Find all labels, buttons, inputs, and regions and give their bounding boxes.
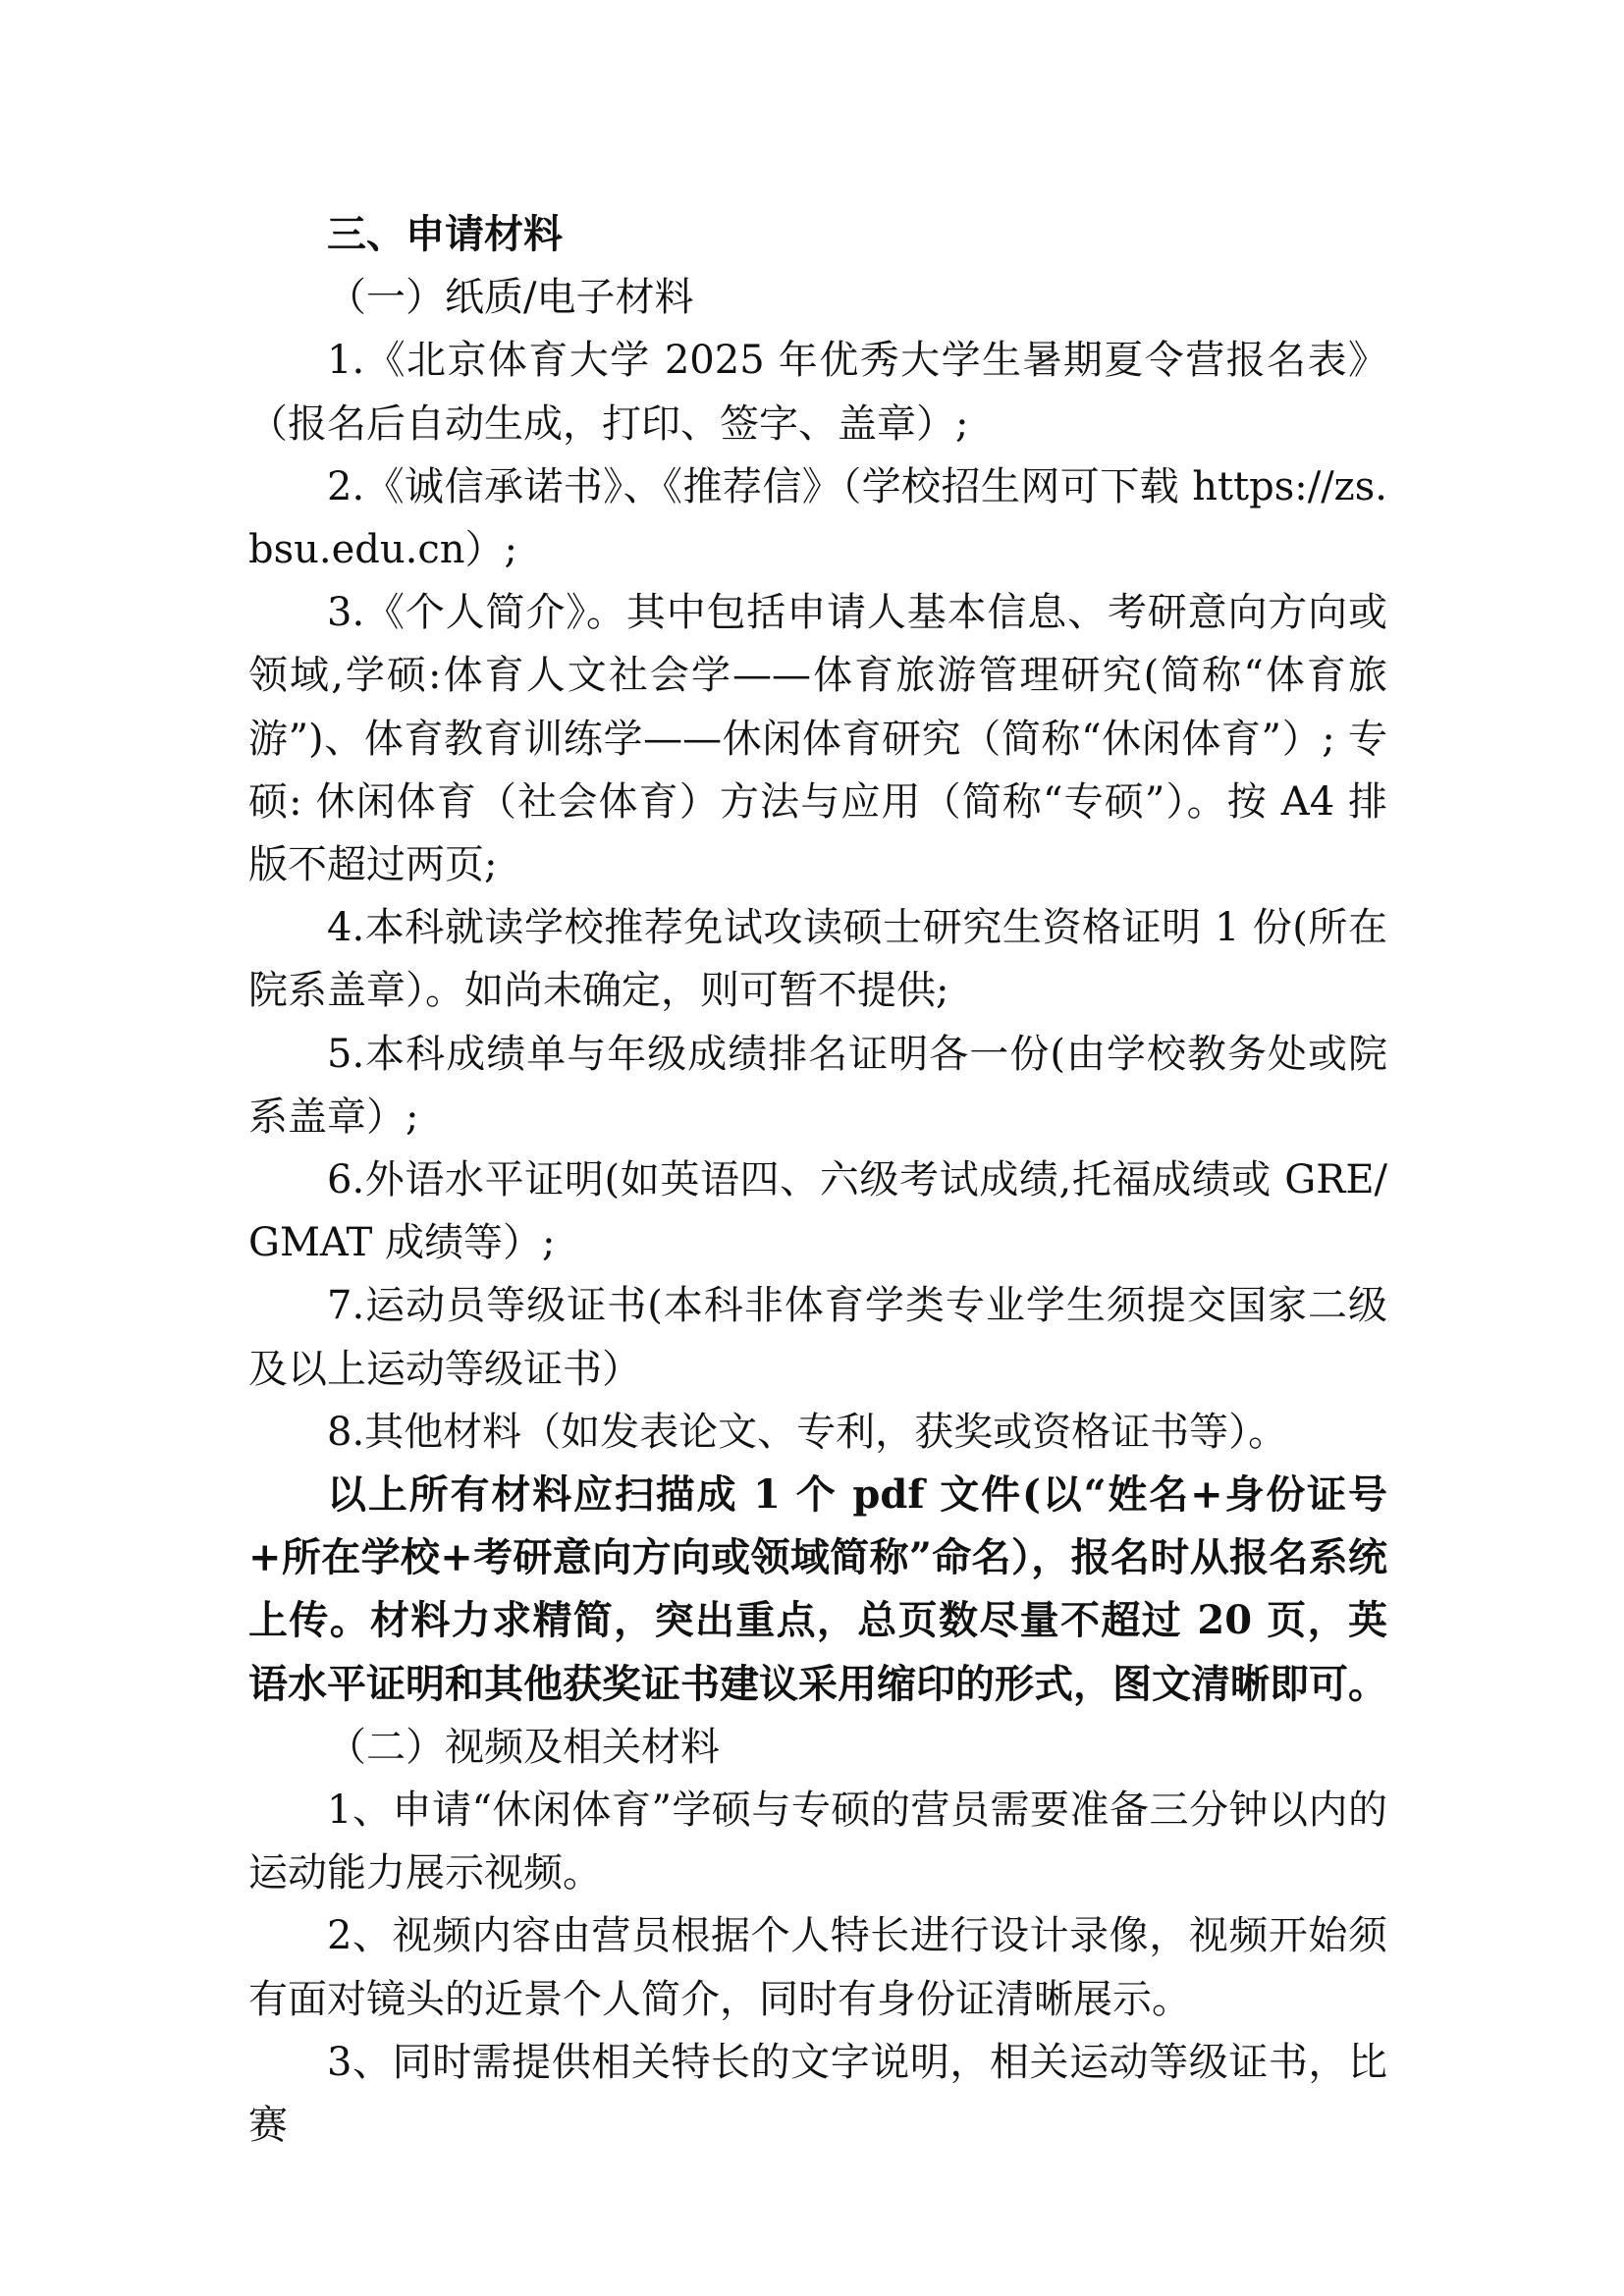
list-item-text-description: 3、同时需提供相关特长的文字说明，相关运动等级证书，比赛 [248, 2039, 1387, 2149]
list-item-application-form: 1.《北京体育大学 2025 年优秀大学生暑期夏令营报名表》（报名后自动生成，打印、签字、盖章）; [248, 338, 1387, 447]
list-item-video-content: 2、视频内容由营员根据个人特长进行设计录像，视频开始须有面对镜头的近景个人简介，同时有身份证清晰展示。 [248, 1913, 1387, 2022]
subsection-heading-video-materials: （二）视频及相关材料 [327, 1724, 720, 1770]
bold-note-upload-instructions: 以上所有材料应扫描成 1 个 pdf 文件(以“姓名+身份证号+所在学校+考研意向方向或领域简称”命名），报名时从报名系统上传。材料力求精简，突出重点，总页数尽量不超过 20 页，英语水平证明和其他获奖证书建议采用缩印的形式，图文清晰即可。 [248, 1471, 1387, 1707]
list-item-recommendation-proof: 4.本科就读学校推荐免试攻读硕士研究生资格证明 1 份(所在院系盖章）。如尚未确定，则可暂不提供; [248, 905, 1387, 1014]
list-item-language-proof: 6.外语水平证明(如英语四、六级考试成绩,托福成绩或 GRE/GMAT 成绩等）; [248, 1157, 1387, 1266]
list-item-personal-profile: 3.《个人简介》。其中包括申请人基本信息、考研意向方向或领域,学硕:体育人文社会学——体育旅游管理研究(简称“体育旅游”)、体育教育训练学——休闲体育研究（简称“休闲体育”）; 专硕: 休闲体育（社会体育）方法与应用（简称“专硕”）。按 A4 排版不超过两页; [248, 590, 1387, 888]
list-item-video-requirement: 1、申请“休闲体育”学硕与专硕的营员需要准备三分钟以内的运动能力展示视频。 [248, 1788, 1387, 1896]
list-item-integrity-letter: 2.《诚信承诺书》、《推荐信》（学校招生网可下载 https://zs.bsu.edu.cn）; [248, 463, 1387, 573]
section-heading: 三、申请材料 [327, 212, 563, 257]
list-item-athlete-certificate: 7.运动员等级证书(本科非体育学类专业学生须提交国家二级及以上运动等级证书） [248, 1283, 1387, 1392]
list-item-other-materials: 8.其他材料（如发表论文、专利，获奖或资格证书等）。 [327, 1409, 1288, 1455]
list-item-transcript: 5.本科成绩单与年级成绩排名证明各一份(由学校教务处或院系盖章）; [248, 1031, 1387, 1140]
document-body [248, 203, 1387, 2157]
subsection-heading-paper-materials: （一）纸质/电子材料 [327, 275, 694, 321]
